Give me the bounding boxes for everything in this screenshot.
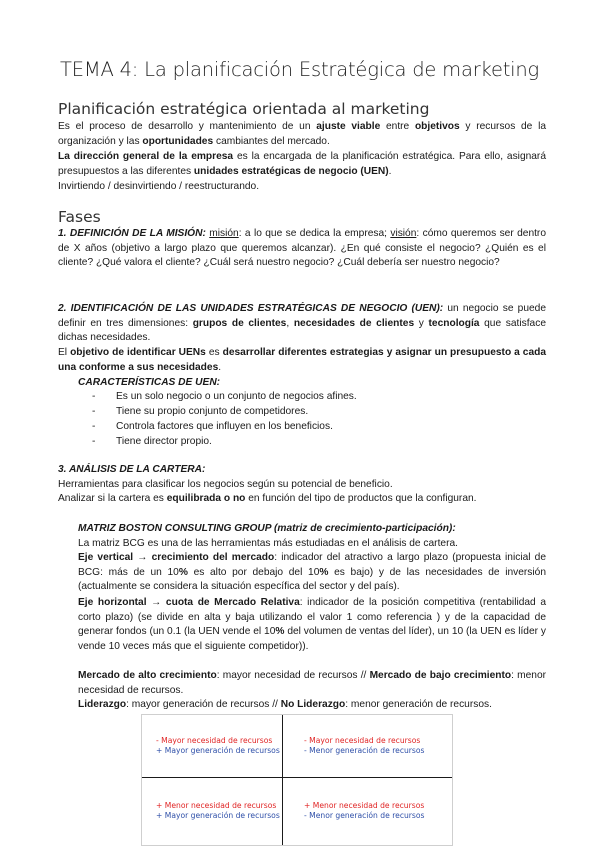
fase1-mision: 1. DEFINICIÓN DE LA MISIÓN: misión: a lo que se dedica la empresa; visión: cómo queremos ser dentro de X años (objetivo a largo plazo que queremos alcanzar). ¿En qué consiste el negocio? ¿Quién es el cliente? ¿Qué valora el cliente? ¿Cuál será nuestro negocio? ¿Cuál debería ser nuestro negocio? — [58, 228, 546, 269]
fase2-identificacion-uen: 2. IDENTIFICACIÓN DE LAS UNIDADES ESTRATÉGICAS DE NEGOCIO (UEN): un negocio se puede definir en tres dimensiones: grupos de clientes, necesidades de clientes y tecnología que satisface dichas necesidades. — [58, 303, 546, 344]
list-item: - Controla factores que influyen en los beneficios. — [92, 420, 333, 432]
matrix-horizontal-divider — [142, 777, 452, 778]
list-item: - Tiene director propio. — [92, 435, 212, 447]
bcg-crecimiento: Mercado de alto crecimiento: mayor necesidad de recursos // Mercado de bajo crecimiento: menor necesidad de recursos. — [78, 670, 547, 696]
matrix-cell-bottom-right: + Menor necesidad de recursos - Menor generación de recursos — [304, 801, 425, 821]
matrix-cell-top-right: - Mayor necesidad de recursos - Menor generación de recursos — [304, 736, 425, 756]
caracteristicas-uen-heading: CARACTERÍSTICAS DE UEN: — [78, 377, 221, 388]
list-item: - Tiene su propio conjunto de competidores. — [92, 405, 309, 417]
bcg-matrix-figure — [141, 714, 453, 846]
bcg-title: MATRIZ BOSTON CONSULTING GROUP (matriz de crecimiento-participación): — [78, 523, 456, 534]
matrix-cell-top-left: - Mayor necesidad de recursos + Mayor generación de recursos — [156, 736, 280, 756]
bcg-liderazgo: Liderazgo: mayor generación de recursos // No Liderazgo: menor generación de recursos. — [78, 699, 492, 710]
paragraph-definicion: Es el proceso de desarrollo y mantenimiento de un ajuste viable entre objetivos y recursos de la organización y las oportunidades cambiantes del mercado. — [58, 121, 546, 147]
fase2-objetivo-uen: El objetivo de identificar UENs es desarrollar diferentes estrategias y asignar un presupuesto a cada una conforme a sus necesidades. — [58, 347, 547, 373]
bcg-eje-vertical: Eje vertical → crecimiento del mercado: indicador del atractivo a largo plazo (propuesta inicial de BCG: más de un 10% es alto por debajo del 10% es bajo) y de las necesidades de inversión (actualmente se considera la situación específica del sector y del país). — [78, 552, 546, 593]
paragraph-direccion-general: La dirección general de la empresa es la encargada de la planificación estratégica. Para ello, asignará presupuestos a las diferentes unidades estratégicas de negocio (UEN). — [58, 151, 546, 177]
matrix-cell-bottom-left: + Menor necesidad de recursos + Mayor generación de recursos — [156, 801, 280, 821]
bcg-eje-horizontal: Eje horizontal → cuota de Mercado Relativa: indicador de la posición competitiva (rentabilidad a corto plazo) (se divide en alta y baja utilizando el valor 1 como referencia ) y de la capacidad de generar fondos (un 0.1 (la UEN vende el 10% del volumen de ventas del líder), un 10 (la UEN es líder y vende 10 veces más que el siguiente competidor)). — [78, 597, 546, 652]
section-heading-planificacion: Planificación estratégica orientada al marketing — [58, 100, 430, 118]
paragraph-invirtiendo: Invirtiendo / desinvirtiendo / reestructurando. — [58, 181, 260, 192]
page-title: TEMA 4: La planificación Estratégica de marketing — [60, 58, 540, 81]
section-heading-fases: Fases — [58, 208, 101, 226]
caracteristicas-uen-list — [92, 390, 357, 450]
matrix-vertical-divider — [282, 715, 283, 845]
list-item: - Es un solo negocio o un conjunto de negocios afines. — [92, 391, 357, 402]
fase3-analisis-cartera: 3. ANÁLISIS DE LA CARTERA: Herramientas para clasificar los negocios según su potencial de beneficio. Analizar si la cartera es equilibrada o no en función del tipo de productos que la configuran. — [58, 464, 477, 505]
bcg-intro: La matriz BCG es una de las herramientas más estudiadas en el análisis de cartera. — [78, 538, 458, 549]
